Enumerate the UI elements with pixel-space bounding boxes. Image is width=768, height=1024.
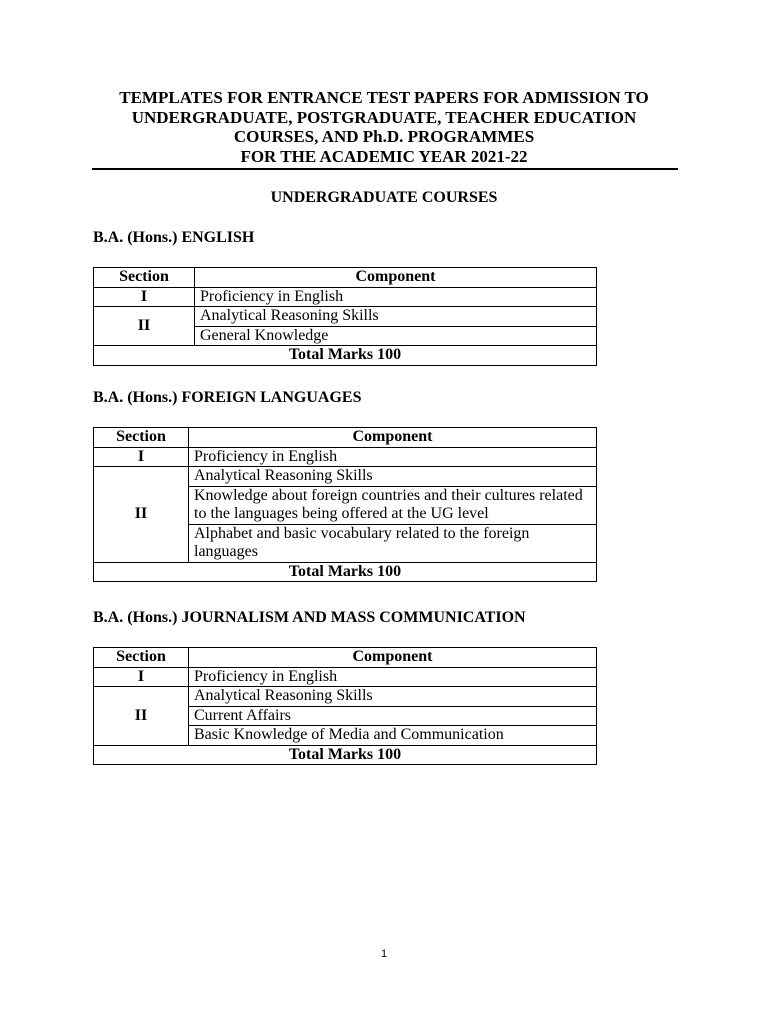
section-subheading: UNDERGRADUATE COURSES <box>270 189 498 206</box>
component-cell: Knowledge about foreign countries and their cultures related to the languages being offered at the UG level <box>189 486 597 524</box>
header-section: Section <box>94 268 195 288</box>
table-header-row <box>94 428 597 448</box>
title-line-2: UNDERGRADUATE, POSTGRADUATE, TEACHER EDUCATION <box>131 107 637 127</box>
section-label: I <box>94 667 189 687</box>
header-component: Component <box>195 268 597 288</box>
component-cell: Proficiency in English <box>189 447 597 467</box>
component-cell: Current Affairs <box>189 706 597 726</box>
component-cell: Alphabet and basic vocabulary related to the foreign languages <box>189 524 597 562</box>
course-heading-foreign-languages: B.A. (Hons.) FOREIGN LANGUAGES <box>93 389 362 406</box>
course-heading-journalism: B.A. (Hons.) JOURNALISM AND MASS COMMUNICATION <box>93 609 526 626</box>
section-label: II <box>94 467 189 563</box>
total-marks: Total Marks 100 <box>94 745 597 765</box>
total-row <box>94 346 597 366</box>
header-section: Section <box>94 428 189 448</box>
header-component: Component <box>189 428 597 448</box>
title-line-3: COURSES, AND Ph.D. PROGRAMMES <box>233 127 535 146</box>
table-row <box>94 287 597 307</box>
course-heading-english: B.A. (Hons.) ENGLISH <box>93 229 255 246</box>
component-cell: Analytical Reasoning Skills <box>189 467 597 487</box>
table-row <box>94 447 597 467</box>
component-cell: General Knowledge <box>195 326 597 346</box>
table-header-row <box>94 648 597 668</box>
table-header-row <box>94 268 597 288</box>
section-label: I <box>94 287 195 307</box>
header-section: Section <box>94 648 189 668</box>
total-row <box>94 562 597 582</box>
component-cell: Analytical Reasoning Skills <box>189 687 597 707</box>
document-title <box>80 88 688 166</box>
table-row <box>94 687 597 707</box>
table-row <box>94 467 597 487</box>
total-marks: Total Marks 100 <box>94 562 597 582</box>
component-cell: Proficiency in English <box>195 287 597 307</box>
title-line-1: TEMPLATES FOR ENTRANCE TEST PAPERS FOR ADMISSION TO <box>119 88 649 107</box>
header-component: Component <box>189 648 597 668</box>
title-line-4: FOR THE ACADEMIC YEAR 2021-22 <box>240 146 528 166</box>
component-cell: Proficiency in English <box>189 667 597 687</box>
section-label: II <box>94 687 189 746</box>
title-divider <box>92 168 678 170</box>
marks-table-journalism <box>93 647 597 765</box>
page-number: 1 <box>380 948 388 960</box>
total-row <box>94 745 597 765</box>
total-marks: Total Marks 100 <box>94 346 597 366</box>
marks-table-english <box>93 267 597 366</box>
table-row <box>94 307 597 327</box>
table-row <box>94 667 597 687</box>
component-cell: Basic Knowledge of Media and Communication <box>189 726 597 746</box>
section-label: II <box>94 307 195 346</box>
marks-table-foreign-languages <box>93 427 597 582</box>
section-label: I <box>94 447 189 467</box>
component-cell: Analytical Reasoning Skills <box>195 307 597 327</box>
